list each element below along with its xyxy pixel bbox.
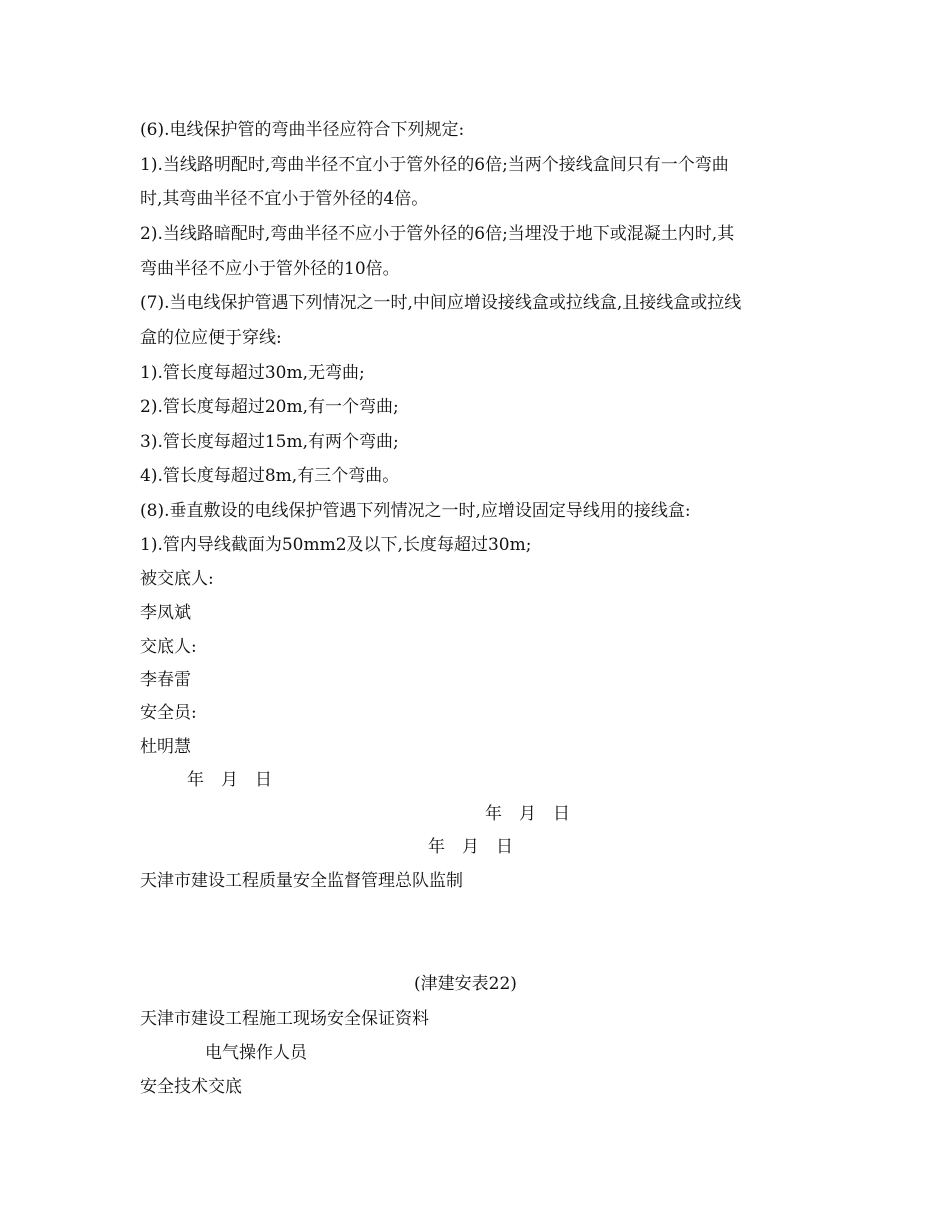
presenter-label: 交底人: — [140, 637, 197, 657]
document-title: 天津市建设工程施工现场安全保证资料 — [140, 1009, 429, 1029]
subject-title: 电气操作人员 — [205, 1043, 307, 1063]
clause-7-item-1: 1).管长度每超过30m,无弯曲; — [140, 363, 365, 383]
presenter-name: 李春雷 — [140, 670, 191, 690]
clause-7-item-2: 2).管长度每超过20m,有一个弯曲; — [140, 397, 399, 417]
safety-officer-label: 安全员: — [140, 703, 197, 723]
supervisor-note: 天津市建设工程质量安全监督管理总队监制 — [140, 871, 463, 891]
clause-8-item-1: 1).管内导线截面为50mm2及以下,长度每超过30m; — [140, 535, 532, 555]
recipient-name: 李凤斌 — [140, 603, 191, 623]
clause-7-item-3: 3).管长度每超过15m,有两个弯曲; — [140, 432, 399, 452]
clause-7-item-4: 4).管长度每超过8m,有三个弯曲。 — [140, 466, 400, 486]
form-code: (津建安表22) — [414, 974, 517, 994]
clause-6-item-2-line-1: 2).当线路暗配时,弯曲半径不应小于管外径的6倍;当埋没于地下或混凝土内时,其 — [140, 224, 735, 244]
clause-7-heading-line-1: (7).当电线保护管遇下列情况之一时,中间应增设接线盒或拉线盒,且接线盒或拉线 — [140, 293, 742, 313]
date-line-3: 年 月 日 — [428, 837, 513, 857]
recipient-label: 被交底人: — [140, 569, 214, 589]
date-line-1: 年 月 日 — [187, 770, 272, 790]
clause-6-heading: (6).电线保护管的弯曲半径应符合下列规定: — [140, 120, 465, 140]
clause-6-item-1-line-2: 时,其弯曲半径不宜小于管外径的4倍。 — [140, 189, 429, 209]
clause-6-item-1-line-1: 1).当线路明配时,弯曲半径不宜小于管外径的6倍;当两个接线盒间只有一个弯曲 — [140, 155, 729, 175]
clause-7-heading-line-2: 盒的位应便于穿线: — [140, 328, 282, 348]
document-type: 安全技术交底 — [140, 1077, 242, 1097]
clause-6-item-2-line-2: 弯曲半径不应小于管外径的10倍。 — [140, 259, 400, 279]
date-line-2: 年 月 日 — [485, 804, 570, 824]
clause-8-heading: (8).垂直敷设的电线保护管遇下列情况之一时,应增设固定导线用的接线盒: — [140, 501, 691, 521]
safety-officer-name: 杜明慧 — [140, 737, 191, 757]
